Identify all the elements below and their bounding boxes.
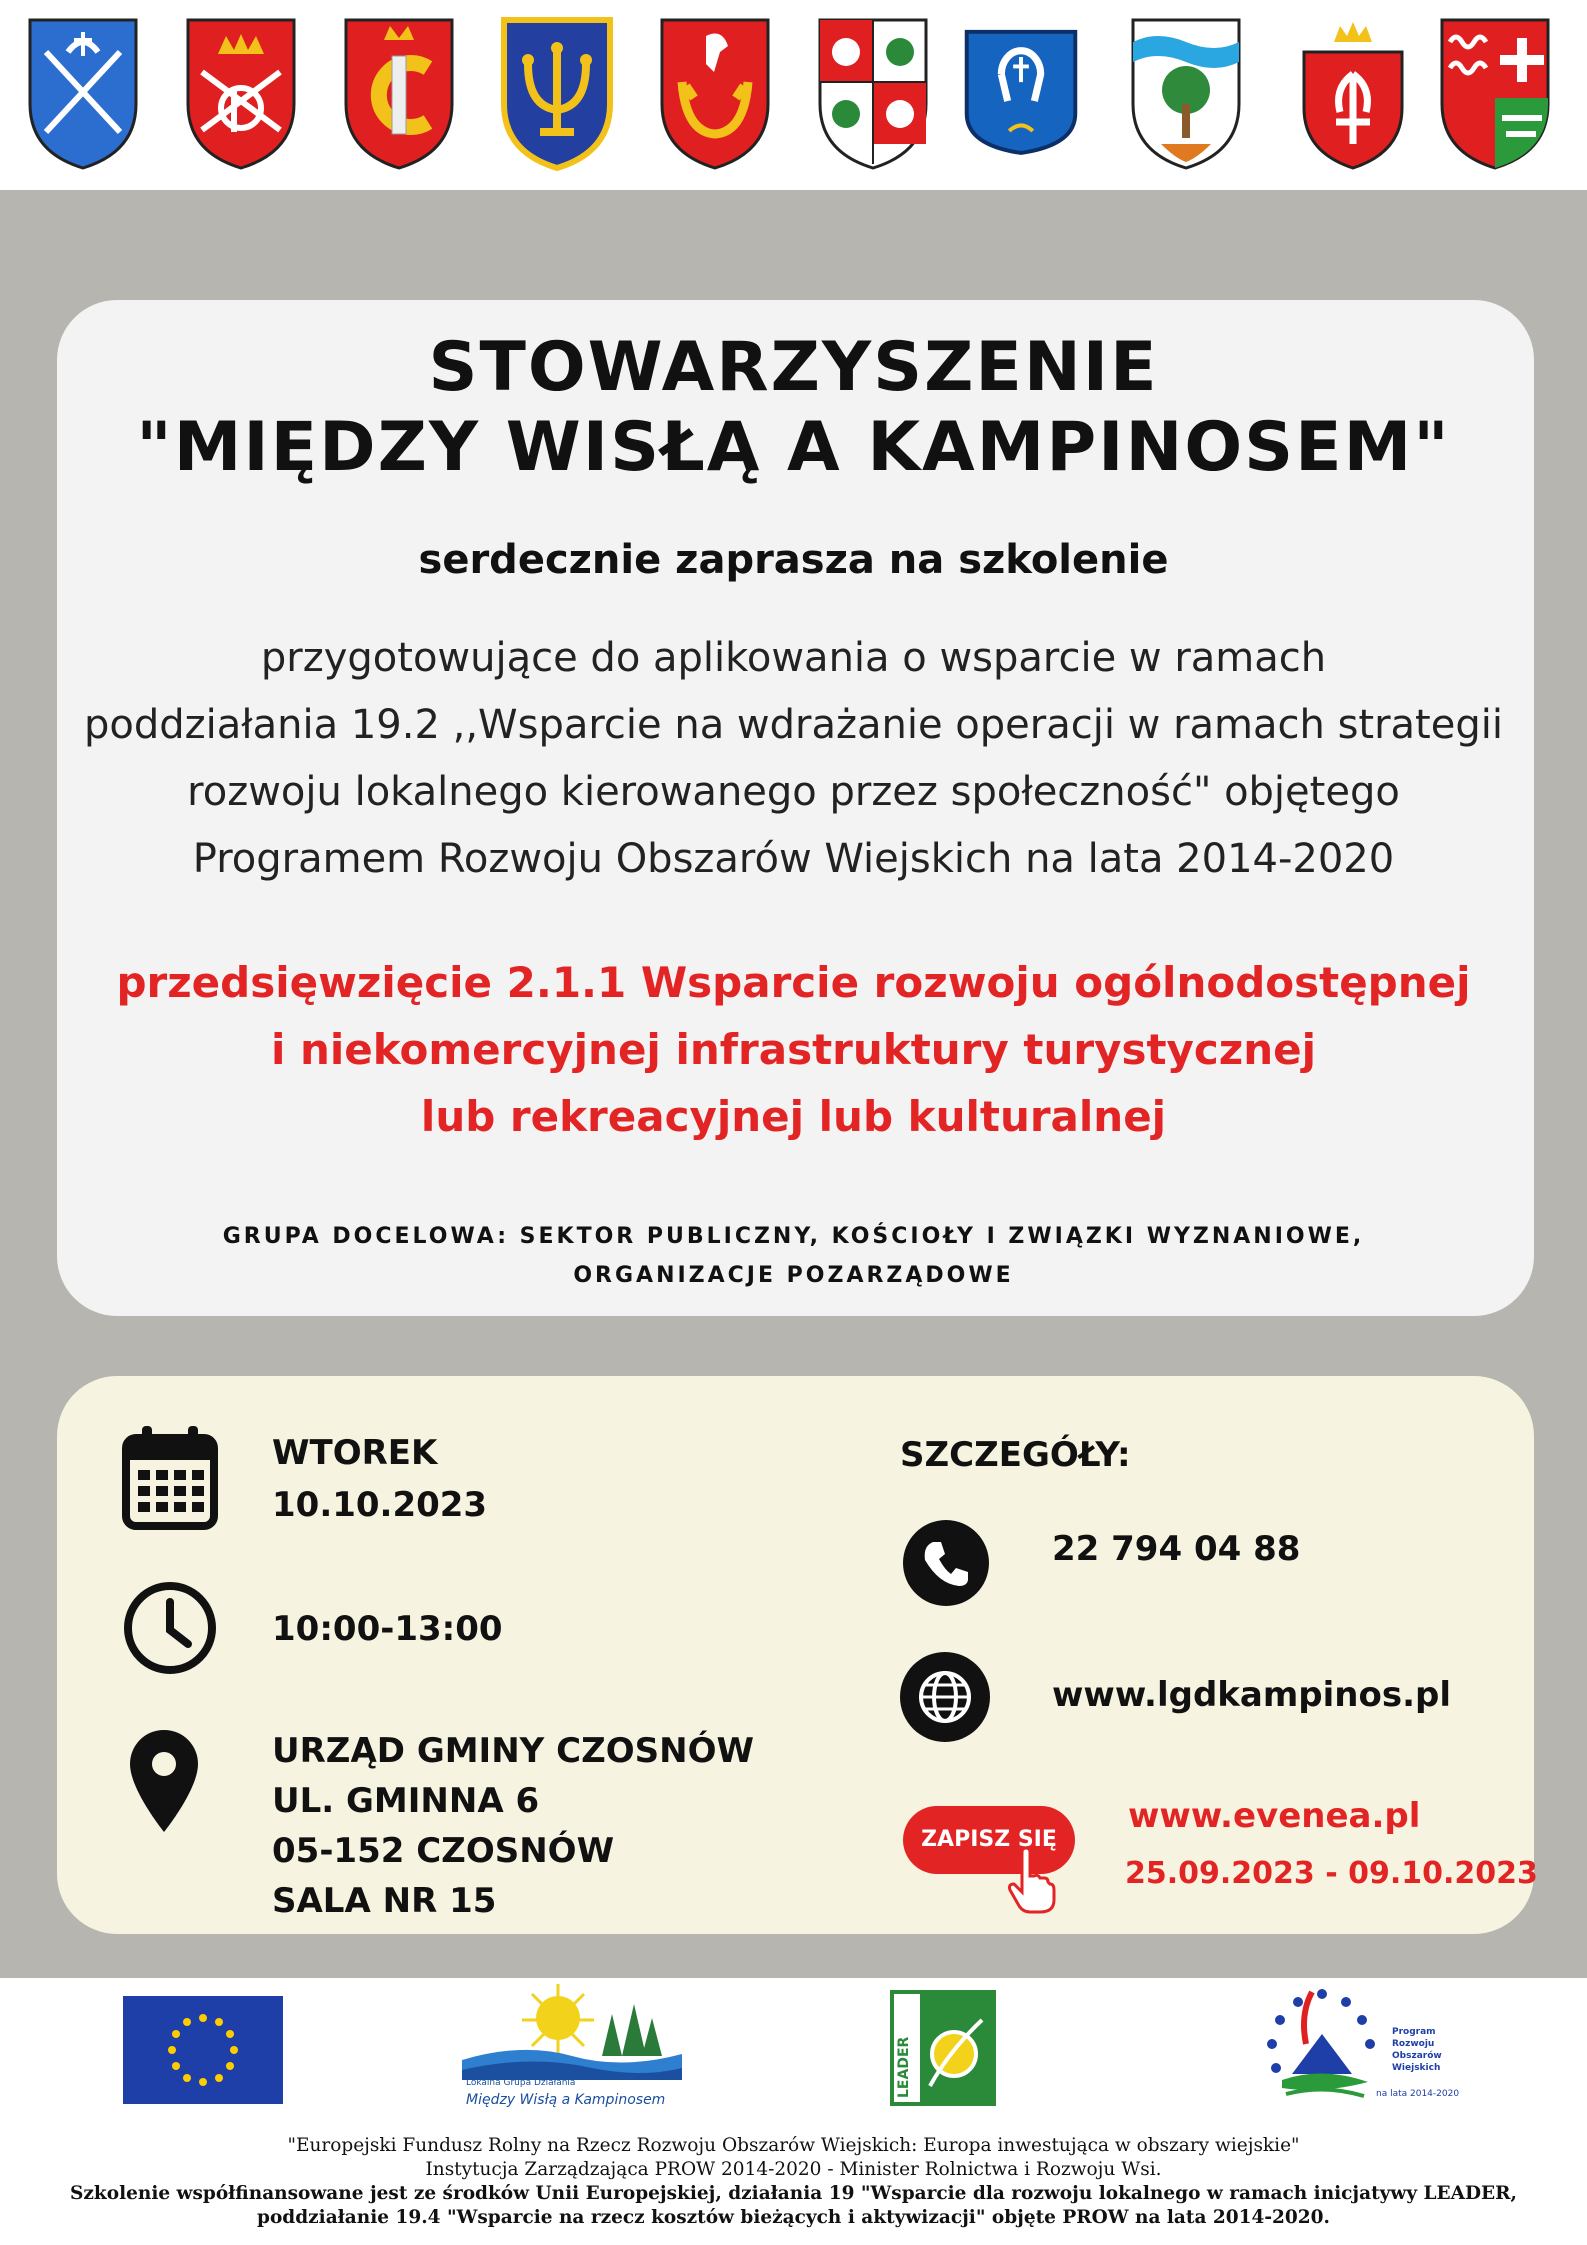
crest-crown-trident [498,12,616,172]
contact-website[interactable]: www.lgdkampinos.pl [1052,1675,1451,1715]
organization-title-line2: "MIĘDZY WISŁĄ A KAMPINOSEM" [136,408,1451,487]
prow-logo-line: Rozwoju [1392,2039,1435,2049]
location-line: 05-152 CZOSNÓW [272,1831,615,1871]
globe-icon [900,1652,990,1742]
phone-icon [903,1520,989,1606]
target-group-line: GRUPA DOCELOWA: SEKTOR PUBLICZNY, KOŚCIOŁY I ZWIĄZKI WYZNANIOWE, [222,1224,1365,1249]
register-button[interactable]: ZAPISZ SIĘ [903,1806,1075,1874]
crest-fleur-de-lis [1294,12,1412,172]
leader-logo [890,1990,996,2106]
description-line: poddziałania 19.2 ,,Wsparcie na wdrażanie operacji w ramach strategii [84,702,1503,748]
event-day: WTOREK [272,1433,438,1473]
clock-icon [122,1580,218,1676]
description-line: Programem Rozwoju Obszarów Wiejskich na lata 2014-2020 [192,836,1395,882]
description-line: rozwoju lokalnego kierowanego przez społeczność" objętego [187,769,1400,815]
project-highlight-line: lub rekreacyjnej lub kulturalnej [420,1092,1167,1141]
eu-flag-logo [123,1996,283,2104]
leader-logo-text: LEADER [896,2036,912,2098]
lgd-logo-graphic [462,1984,682,2080]
prow-logo-line: Obszarów [1392,2051,1442,2061]
lgd-logo-name: Między Wisłą a Kampinosem [466,2092,666,2108]
crest-eagle-anchor [182,12,300,172]
crest-sabres [24,12,142,172]
hand-pointer-icon [1006,1846,1056,1914]
contact-phone[interactable]: 22 794 04 88 [1052,1529,1301,1569]
footer-line: Instytucja Zarządzająca PROW 2014-2020 - Minister Rolnictwa i Rozwoju Wsi. [425,2159,1162,2180]
footer-line: Szkolenie współfinansowane jest ze środków Unii Europejskiej, działania 19 "Wsparcie dla rozwoju lokalnego w ramach inicjatywy LEADER, [70,2183,1517,2204]
description-line: przygotowujące do aplikowania o wsparcie w ramach [260,635,1327,681]
registration-site[interactable]: www.evenea.pl [1128,1796,1421,1836]
location-line: SALA NR 15 [272,1881,497,1921]
crest-eagle-antlers [656,12,774,172]
location-line: UL. GMINNA 6 [272,1781,540,1821]
crest-tree-waves [1127,12,1245,172]
prow-logo-years: na lata 2014-2020 [1376,2089,1460,2099]
lgd-logo-caption: Lokalna Grupa Działania [466,2078,576,2088]
crest-quartered-eagles [814,12,932,172]
location-pin-icon [128,1728,200,1834]
registration-period: 25.09.2023 - 09.10.2023 [1125,1856,1538,1891]
crest-column-c [340,12,458,172]
event-date: 10.10.2023 [272,1485,488,1525]
details-heading: SZCZEGÓŁY: [900,1435,1131,1475]
invitation-text: serdecznie zaprasza na szkolenie [418,537,1169,583]
prow-logo-line: Wiejskich [1392,2063,1441,2073]
prow-logo [1252,1984,1462,2114]
project-highlight-line: przedsięwzięcie 2.1.1 Wsparcie rozwoju ogólnodostępnej [116,958,1471,1007]
calendar-icon [122,1424,218,1530]
footer-line: poddziałanie 19.4 "Wsparcie na rzecz kosztów bieżących i aktywizacji" objęte PROW na lata 2014-2020. [257,2207,1330,2228]
footer-line: "Europejski Fundusz Rolny na Rzecz Rozwoju Obszarów Wiejskich: Europa inwestująca w obszary wiejskie" [287,2135,1300,2156]
location-line: URZĄD GMINY CZOSNÓW [272,1731,754,1771]
event-time: 10:00-13:00 [272,1609,503,1649]
prow-logo-line: Program [1392,2027,1436,2037]
crest-bar [0,0,1587,190]
target-group-line: ORGANIZACJE POZARZĄDOWE [573,1263,1014,1288]
lgd-logo [462,1984,682,2122]
crest-horseshoe-cross [962,12,1080,172]
crest-flames-cross [1436,12,1554,172]
organization-title-line1: STOWARZYSZENIE [428,328,1159,407]
project-highlight-line: i niekomercyjnej infrastruktury turystycznej [270,1025,1317,1074]
